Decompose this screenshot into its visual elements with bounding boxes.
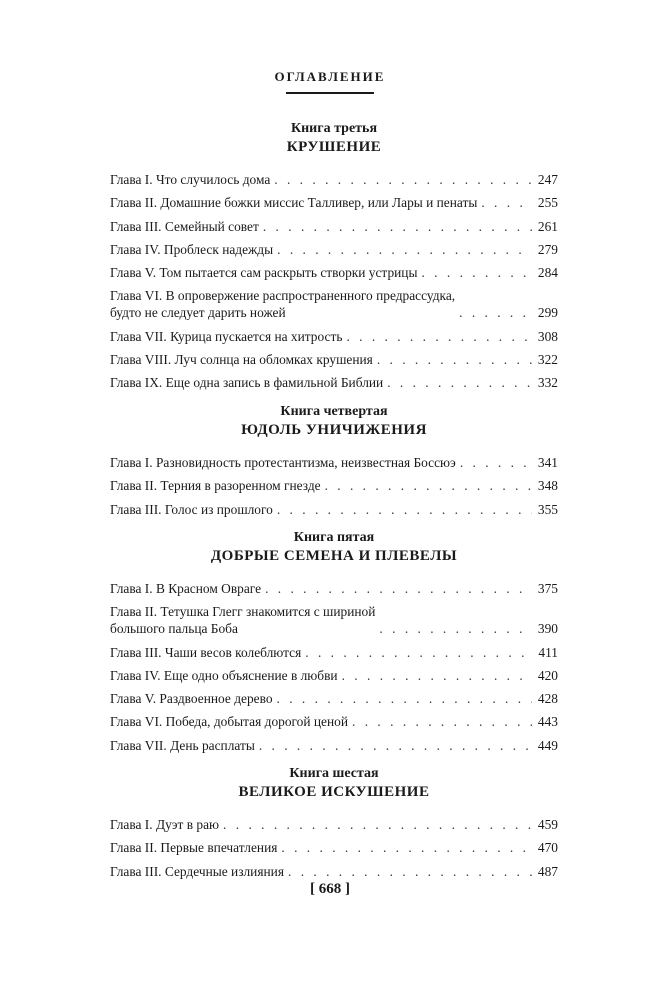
book-title: ДОБРЫЕ СЕМЕНА И ПЛЕВЕЛЫ	[210, 548, 458, 564]
page-number: [ 668 ]	[310, 881, 350, 897]
toc-entry	[110, 241, 558, 258]
chapter-page-number: 487	[537, 863, 558, 879]
chapter-title: Глава VI. Победа, добытая дорогой ценой	[110, 714, 349, 730]
chapter-page-number: 348	[537, 478, 558, 494]
toc-header: ОГЛАВЛЕНИЕ	[274, 69, 386, 84]
dot-leader	[379, 620, 532, 637]
dot-leader	[460, 454, 532, 471]
book-subtitle: Книга третья	[290, 121, 378, 136]
dot-leader	[377, 351, 532, 368]
chapter-title: Глава IX. Еще одна запись в фамильной Библии	[110, 375, 384, 391]
book-subtitle: Книга шестая	[289, 766, 379, 781]
toc-entry	[110, 171, 558, 188]
chapter-page-number: 341	[537, 455, 558, 470]
book-title: ЮДОЛЬ УНИЧИЖЕНИЯ	[241, 422, 427, 438]
chapter-title: Глава V. Раздвоенное дерево	[110, 691, 273, 707]
toc-entry	[110, 218, 558, 235]
chapter-page-number: 428	[537, 691, 558, 707]
dot-leader	[459, 304, 532, 321]
chapter-title: Глава VII. День расплаты	[110, 737, 255, 753]
chapter-page-number: 459	[537, 817, 558, 832]
dot-leader	[263, 218, 532, 235]
chapter-title: Глава III. Сердечные излияния	[110, 863, 284, 879]
dot-leader	[274, 171, 532, 188]
toc-entry	[110, 580, 558, 597]
chapter-title: Глава IV. Еще одно объяснение в любви	[110, 667, 338, 683]
chapter-page-number: 322	[537, 352, 558, 368]
chapter-list	[110, 171, 558, 391]
toc-entry	[110, 713, 558, 730]
toc-entry	[110, 328, 558, 345]
chapter-page-number: 355	[537, 501, 558, 517]
dot-leader	[277, 690, 532, 707]
toc-entry	[110, 839, 558, 856]
chapter-page-number: 375	[537, 581, 558, 596]
book-subtitle: Книга пятая	[293, 530, 375, 545]
dot-leader	[481, 194, 532, 211]
chapter-title: Глава VIII. Луч солнца на обломках крушения	[110, 352, 373, 368]
dot-leader	[352, 713, 532, 730]
toc-entry	[110, 351, 558, 368]
toc-entry	[110, 477, 558, 494]
toc-entry	[110, 690, 558, 707]
book-section	[110, 403, 558, 524]
chapter-list	[110, 816, 558, 880]
toc-entry	[110, 454, 558, 471]
dot-leader	[342, 667, 532, 684]
dot-leader	[346, 328, 532, 345]
chapter-title: Глава II. Терния в разоренном гнезде	[110, 478, 321, 494]
chapter-page-number: 247	[537, 172, 558, 187]
toc-entry	[110, 667, 558, 684]
chapter-page-number: 470	[537, 840, 558, 856]
dot-leader	[421, 264, 532, 281]
dot-leader	[277, 501, 532, 518]
chapter-page-number: 261	[537, 218, 558, 234]
dot-leader	[259, 737, 532, 754]
toc-entry	[110, 501, 558, 518]
chapter-list	[110, 454, 558, 518]
toc-entry	[110, 644, 558, 661]
dot-leader	[325, 477, 532, 494]
dot-leader	[265, 580, 532, 597]
chapter-page-number: 332	[537, 375, 558, 391]
chapter-page-number: 449	[537, 737, 558, 753]
chapter-title: Глава III. Чаши весов колеблются	[110, 644, 302, 660]
book-subtitle: Книга четвертая	[280, 404, 388, 419]
chapter-title: Глава II. Первые впечатления	[110, 840, 278, 856]
chapter-page-number: 390	[537, 621, 558, 637]
toc-entry	[110, 863, 558, 880]
header-rule	[286, 92, 374, 94]
toc-entry	[110, 603, 558, 637]
chapter-list	[110, 580, 558, 754]
book-section	[110, 120, 558, 398]
book-title: КРУШЕНИЕ	[286, 139, 382, 155]
toc-entry	[110, 816, 558, 833]
chapter-page-number: 411	[538, 644, 558, 660]
dot-leader	[387, 374, 532, 391]
chapter-page-number: 284	[537, 265, 558, 281]
chapter-title: Глава I. Дуэт в раю	[110, 817, 220, 832]
chapter-page-number: 279	[537, 241, 558, 257]
chapter-title: Глава V. Том пытается сам раскрыть створки устрицы	[110, 265, 418, 281]
chapter-page-number: 299	[537, 305, 558, 321]
chapter-page-number: 420	[537, 667, 558, 683]
chapter-title: Глава VI. В опровержение распространенного предрассудка, будто не следует дарить ножей	[110, 288, 456, 321]
dot-leader	[281, 839, 532, 856]
chapter-page-number: 443	[537, 714, 558, 730]
dot-leader	[223, 816, 532, 833]
chapter-title: Глава II. Тетушка Глегг знакомится с шириной большого пальца Боба	[110, 604, 376, 637]
chapter-title: Глава II. Домашние божки миссис Талливер, или Лары и пенаты	[110, 195, 478, 211]
toc-entry	[110, 264, 558, 281]
book-title: ВЕЛИКОЕ ИСКУШЕНИЕ	[238, 784, 430, 800]
book-section	[110, 765, 558, 886]
dot-leader	[288, 863, 532, 880]
chapter-title: Глава III. Голос из прошлого	[110, 501, 273, 517]
chapter-title: Глава III. Семейный совет	[110, 218, 259, 234]
dot-leader	[277, 241, 532, 258]
book-section	[110, 529, 558, 760]
chapter-title: Глава I. Что случилось дома	[110, 172, 271, 187]
dot-leader	[305, 644, 532, 661]
toc-entry	[110, 737, 558, 754]
chapter-page-number: 255	[537, 195, 558, 211]
chapter-title: Глава I. Разновидность протестантизма, неизвестная Боссюэ	[110, 455, 456, 470]
chapter-title: Глава VII. Курица пускается на хитрость	[110, 328, 343, 344]
chapter-page-number: 308	[537, 328, 558, 344]
toc-entry	[110, 374, 558, 391]
toc-entry	[110, 194, 558, 211]
chapter-title: Глава I. В Красном Овраге	[110, 581, 262, 596]
toc-entry	[110, 287, 558, 321]
chapter-title: Глава IV. Проблеск надежды	[110, 241, 274, 257]
